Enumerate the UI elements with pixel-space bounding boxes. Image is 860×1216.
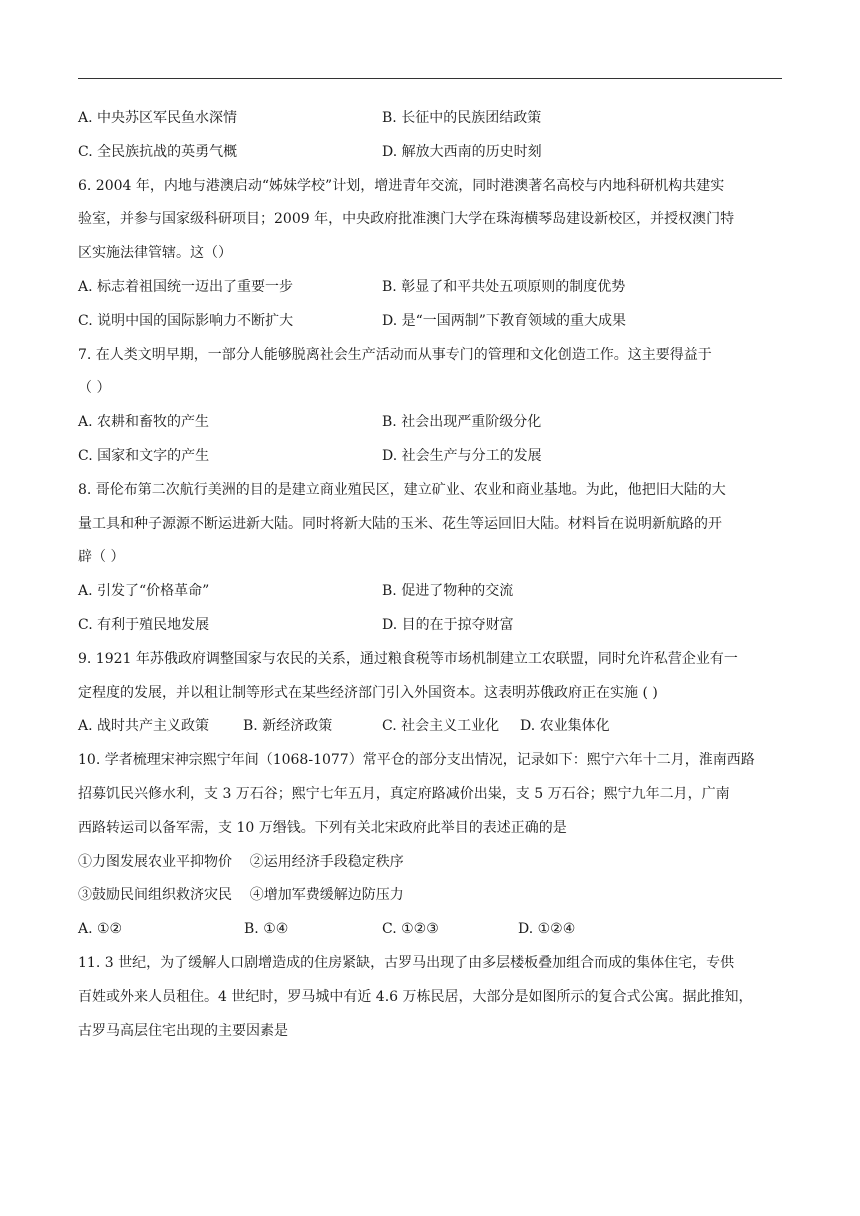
q8-stem-line-3: 辟（ ） bbox=[78, 549, 125, 566]
q10-statements-line-2: ③鼓励民间组织救济灾民 ④增加军费缓解边防压力 bbox=[78, 887, 404, 904]
q6-option-a: A. 标志着祖国统一迈出了重要一步 bbox=[78, 278, 294, 295]
q10-option-c: C. ①②③ bbox=[382, 921, 439, 938]
q7-option-b: B. 社会出现严重阶级分化 bbox=[382, 414, 542, 431]
question-content bbox=[78, 102, 782, 1048]
q7-option-a: A. 农耕和畜牧的产生 bbox=[78, 414, 210, 431]
q10-statements-line-1: ①力图发展农业平抑物价 ②运用经济手段稳定秩序 bbox=[78, 853, 404, 870]
q6-stem-line-2: 验室，并参与国家级科研项目；2009 年，中央政府批准澳门大学在珠海横琴岛建设新校区，并授权澳门特 bbox=[78, 211, 735, 228]
q10-option-a: A. ①② bbox=[78, 921, 123, 938]
q8-options-row-1 bbox=[78, 575, 782, 609]
q5-option-d: D. 解放大西南的历史时刻 bbox=[382, 143, 542, 160]
q9-option-c: C. 社会主义工业化 bbox=[382, 718, 500, 735]
q8-option-a: A. 引发了“价格革命” bbox=[78, 583, 210, 600]
q8-option-d: D. 目的在于掠夺财富 bbox=[382, 616, 514, 633]
q7-options-row-1 bbox=[78, 406, 782, 440]
q9-option-d: D. 农业集体化 bbox=[520, 718, 610, 735]
q8-stem-line-2: 量工具和种子源源不断运进新大陆。同时将新大陆的玉米、花生等运回旧大陆。材料旨在说明新航路的开 bbox=[78, 515, 722, 532]
q10-option-d: D. ①②④ bbox=[518, 921, 576, 938]
q8-options-row-2 bbox=[78, 609, 782, 643]
q5-option-a: A. 中央苏区军民鱼水深情 bbox=[78, 110, 238, 126]
q9-stem-line-1: 9. 1921 年苏俄政府调整国家与农民的关系，通过粮食税等市场机制建立工农联盟，同时允许私营企业有一 bbox=[78, 650, 738, 667]
q10-stem-line-1: 10. 学者梳理宋神宗熙宁年间（1068-1077）常平仓的部分支出情况，记录如下：熙宁六年十二月，淮南西路 bbox=[78, 752, 755, 769]
header-rule bbox=[78, 78, 782, 79]
q7-stem-line-1: 7. 在人类文明早期，一部分人能够脱离社会生产活动而从事专门的管理和文化创造工作。这主要得益于 bbox=[78, 346, 712, 363]
q5-options-row-2 bbox=[78, 136, 782, 170]
q10-option-b: B. ①④ bbox=[244, 921, 289, 938]
q6-stem-line-3: 区实施法律管辖。这（） bbox=[78, 245, 232, 262]
q6-options-row-2 bbox=[78, 305, 782, 339]
q6-options-row-1 bbox=[78, 271, 782, 305]
q5-option-b: B. 长征中的民族团结政策 bbox=[382, 110, 542, 126]
q5-option-c: C. 全民族抗战的英勇气概 bbox=[78, 143, 238, 160]
q9-option-b: B. 新经济政策 bbox=[243, 718, 333, 735]
q9-option-a: A. 战时共产主义政策 bbox=[78, 718, 210, 735]
q6-stem-line-1: 6. 2004 年，内地与港澳启动“姊妹学校”计划，增进青年交流，同时港澳著名高校与内地科研机构共建实 bbox=[78, 177, 725, 194]
q10-options-row bbox=[78, 913, 782, 947]
q8-option-c: C. 有利于殖民地发展 bbox=[78, 616, 210, 633]
q10-stem-line-2: 招募饥民兴修水利，支 3 万石谷；熙宁七年五月，真定府路减价出粜，支 5 万石谷；熙宁九年二月，广南 bbox=[78, 785, 730, 802]
q7-options-row-2 bbox=[78, 440, 782, 474]
q7-option-d: D. 社会生产与分工的发展 bbox=[382, 447, 542, 464]
q6-option-b: B. 彰显了和平共处五项原则的制度优势 bbox=[382, 278, 626, 295]
q9-options-row bbox=[78, 710, 782, 744]
q7-option-c: C. 国家和文字的产生 bbox=[78, 447, 210, 464]
q11-stem-line-1: 11. 3 世纪，为了缓解人口剧增造成的住房紧缺，古罗马出现了由多层楼板叠加组合而成的集体住宅，专供 bbox=[78, 954, 735, 971]
q6-option-c: C. 说明中国的国际影响力不断扩大 bbox=[78, 312, 294, 329]
q10-stem-line-3: 西路转运司以备军需，支 10 万缗钱。下列有关北宋政府此举目的表述正确的是 bbox=[78, 819, 567, 836]
q9-stem-line-2: 定程度的发展，并以租让制等形式在某些经济部门引入外国资本。这表明苏俄政府正在实施 ( ) bbox=[78, 684, 658, 701]
q8-stem-line-1: 8. 哥伦布第二次航行美洲的目的是建立商业殖民区，建立矿业、农业和商业基地。为此，他把旧大陆的大 bbox=[78, 481, 726, 498]
q7-stem-line-2: （ ） bbox=[78, 380, 111, 397]
q8-option-b: B. 促进了物种的交流 bbox=[382, 583, 514, 600]
q11-stem-line-2: 百姓或外来人员租住。4 世纪时，罗马城中有近 4.6 万栋民居，大部分是如图所示的复合式公寓。据此推知， bbox=[78, 988, 753, 1005]
q6-option-d: D. 是“一国两制”下教育领域的重大成果 bbox=[382, 312, 626, 329]
q5-options-row-1 bbox=[78, 102, 782, 136]
q11-stem-line-3: 古罗马高层住宅出现的主要因素是 bbox=[78, 1022, 288, 1039]
